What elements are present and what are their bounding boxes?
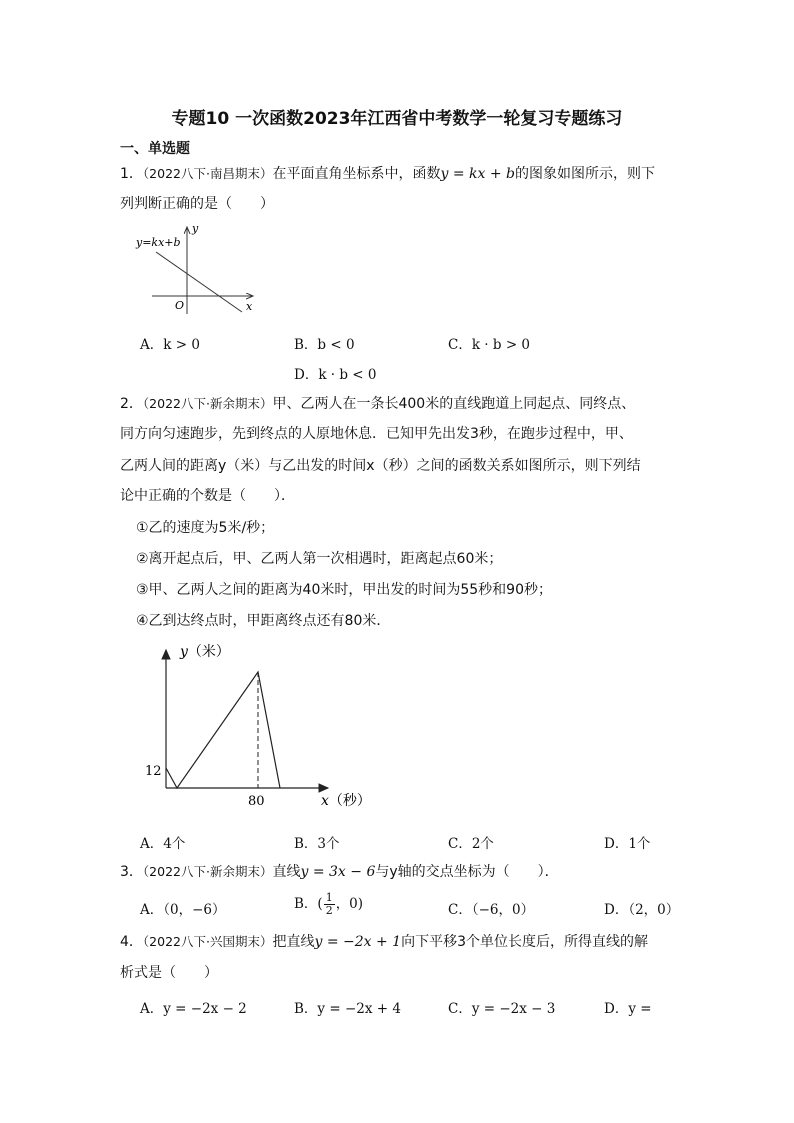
q3-formula: y = 3x − 6 — [300, 864, 376, 880]
q4-option-c[interactable]: C．y = −2x − 3 — [448, 1001, 556, 1017]
q2-option-d[interactable]: D．1个 — [604, 836, 651, 852]
q1-line-label: y=kx+b — [136, 236, 181, 249]
q1-y-label: y — [192, 222, 199, 235]
q2-statement-4: ④乙到达终点时，甲距离终点还有80米． — [136, 613, 391, 629]
q1-option-a[interactable]: A．k > 0 — [140, 337, 200, 353]
q2-number: 2． — [120, 396, 143, 412]
q2-source: （2022八下·新余期末） — [142, 396, 273, 411]
q2-option-a[interactable]: A．4个 — [140, 836, 186, 852]
q3-number: 3． — [120, 864, 143, 880]
q2-x-tick: 80 — [248, 794, 265, 809]
q2-statement-1: ①乙的速度为5米/秒； — [136, 520, 275, 536]
q1-option-b[interactable]: B．b < 0 — [294, 337, 355, 353]
q3-text-tail: 与y轴的交点坐标为（ ）． — [375, 864, 559, 880]
q3-option-a[interactable]: A．（0，−6） — [140, 902, 226, 918]
q2-line-1 — [120, 394, 635, 414]
q1-option-d[interactable]: D．k · b < 0 — [294, 367, 377, 383]
q4-source: （2022八下·兴国期末） — [142, 934, 273, 949]
q3-option-b-tail: ，0) — [335, 896, 364, 912]
q2-distance-curve — [166, 672, 280, 788]
q1-origin-label: O — [175, 299, 185, 312]
q3-option-b-fraction: $\frac{1}{2}$ — [325, 891, 333, 917]
q2-y-axis-label: y（米） — [180, 644, 230, 660]
q3-line-1 — [120, 862, 559, 882]
q4-number: 4． — [120, 934, 143, 950]
q2-y-tick: 12 — [145, 764, 162, 779]
q1-line-2: 列判断正确的是（ ） — [120, 196, 274, 212]
q1-number: 1． — [120, 166, 143, 182]
q1-line-1 — [120, 164, 655, 184]
q3-option-d[interactable]: D．（2，0） — [604, 902, 680, 918]
q3-option-b-prefix: B．( — [294, 896, 323, 912]
section-heading: 一、单选题 — [120, 141, 190, 157]
q4-line-1 — [120, 932, 648, 952]
q1-formula: y = kx + b — [440, 166, 515, 182]
q1-text-tail: 的图象如图所示，则下 — [514, 166, 655, 182]
q4-option-b[interactable]: B．y = −2x + 4 — [294, 1001, 401, 1017]
q1-option-c[interactable]: C．k · b > 0 — [448, 337, 531, 353]
q2-x-axis-label: x（秒） — [321, 793, 371, 809]
q1-function-line — [156, 252, 242, 312]
q1-x-label: x — [246, 300, 253, 313]
q2-line-3: 乙两人间的距离y（米）与乙出发的时间x（秒）之间的函数关系如图所示，则下列结 — [120, 458, 641, 474]
q3-option-b[interactable] — [294, 892, 363, 917]
q2-line-2: 同方向匀速跑步，先到终点的人原地休息．已知甲先出发3秒，在跑步过程中，甲、 — [120, 426, 633, 442]
q1-text: 在平面直角坐标系中，函数 — [272, 166, 441, 182]
q4-text-tail: 向下平移3个单位长度后，所得直线的解 — [401, 934, 648, 950]
q3-text: 直线 — [272, 864, 301, 880]
q1-source: （2022八下·南昌期末） — [142, 166, 273, 181]
q4-option-d[interactable]: D．y = — [604, 1001, 652, 1017]
q4-option-a[interactable]: A．y = −2x − 2 — [140, 1001, 247, 1017]
q4-line-2: 析式是（ ） — [120, 965, 218, 981]
q3-option-c[interactable]: C．（−6，0） — [448, 902, 535, 918]
q2-statement-3: ③甲、乙两人之间的距离为40米时，甲出发的时间为55秒和90秒； — [136, 582, 552, 598]
q2-graph — [140, 640, 380, 815]
q2-option-c[interactable]: C．2个 — [448, 836, 494, 852]
q2-statement-2: ②离开起点后，甲、乙两人第一次相遇时，距离起点60米； — [136, 551, 503, 567]
q2-option-b[interactable]: B．3个 — [294, 836, 340, 852]
q4-text: 把直线 — [272, 934, 315, 950]
page-title: 专题10 一次函数2023年江西省中考数学一轮复习专题练习 — [171, 109, 623, 129]
q4-formula: y = −2x + 1 — [314, 934, 402, 950]
q2-text: 甲、乙两人在一条长400米的直线跑道上同起点、同终点、 — [272, 396, 636, 412]
q1-graph — [134, 222, 264, 314]
q2-line-4: 论中正确的个数是（ ）． — [120, 488, 295, 504]
q3-source: （2022八下·新余期末） — [142, 864, 273, 879]
